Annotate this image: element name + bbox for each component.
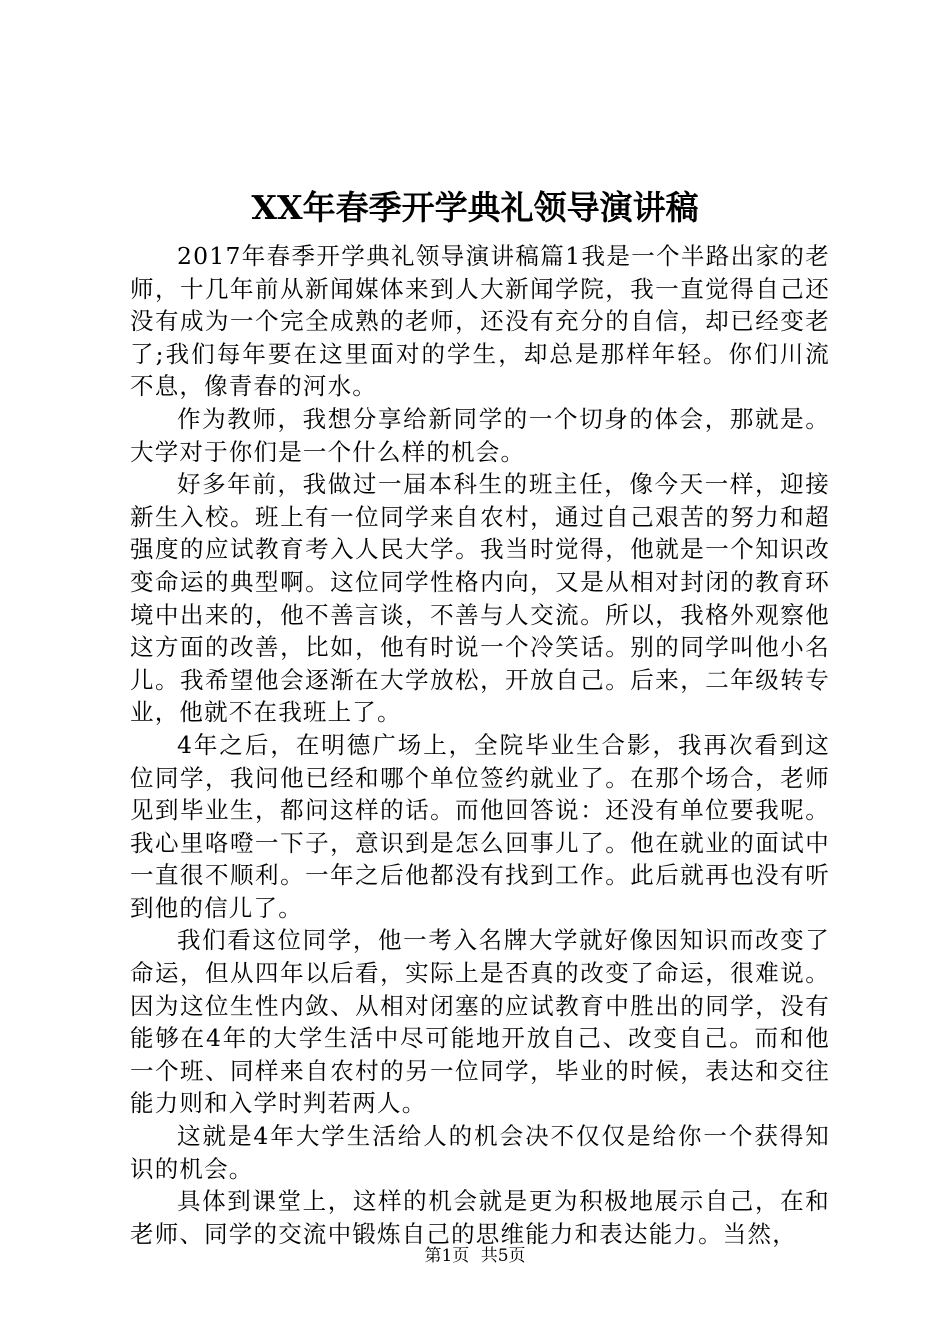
document-body xyxy=(130,240,830,1250)
paragraph: 这就是4年大学生活给人的机会决不仅仅是给你一个获得知识的机会。 xyxy=(130,1122,830,1183)
paragraph: 2017年春季开学典礼领导演讲稿篇1我是一个半路出家的老师，十几年前从新闻媒体来到人大新闻学院，我一直觉得自己还没有成为一个完全成熟的老师，还没有充分的自信，却已经变老了;我们每年要在这里面对的学生，却总是那样年轻。你们川流不息，像青春的河水。 xyxy=(130,242,830,401)
paragraph: 具体到课堂上，这样的机会就是更为积极地展示自己，在和老师、同学的交流中锻炼自己的思维能力和表达能力。当然， xyxy=(130,1187,830,1248)
paragraph: 好多年前，我做过一届本科生的班主任，像今天一样，迎接新生入校。班上有一位同学来自农村，通过自己艰苦的努力和超强度的应试教育考入人民大学。我当时觉得，他就是一个知识改变命运的典型啊。这位同学性格内向，又是从相对封闭的教育环境中出来的，他不善言谈，不善与人交流。所以，我格外观察他这方面的改善，比如，他有时说一个冷笑话。别的同学叫他小名儿。我希望他会逐渐在大学放松，开放自己。后来，二年级转专业，他就不在我班上了。 xyxy=(130,470,830,727)
page-number: 第1页 xyxy=(424,1246,470,1266)
page-footer xyxy=(0,1244,950,1268)
paragraph: 4年之后，在明德广场上，全院毕业生合影，我再次看到这位同学，我问他已经和哪个单位签约就业了。在那个场合，老师见到毕业生，都问这样的话。而他回答说：还没有单位要我呢。我心里咯噔一下子，意识到是怎么回事儿了。他在就业的面试中一直很不顺利。一年之后他都没有找到工作。此后就再也没有听到他的信儿了。 xyxy=(130,730,830,922)
page-total: 共5页 xyxy=(480,1246,526,1266)
paragraph: 作为教师，我想分享给新同学的一个切身的体会，那就是。大学对于你们是一个什么样的机会。 xyxy=(130,404,830,466)
page-title: XX年春季开学典礼领导演讲稿 xyxy=(251,188,699,227)
paragraph: 我们看这位同学，他一考入名牌大学就好像因知识而改变了命运，但从四年以后看，实际上是否真的改变了命运，很难说。因为这位生性内敛、从相对闭塞的应试教育中胜出的同学，没有能够在4年的大学生活中尽可能地开放自己、改变自己。而和他一个班、同样来自农村的另一位同学，毕业的时候，表达和交往能力则和入学时判若两人。 xyxy=(130,926,830,1118)
